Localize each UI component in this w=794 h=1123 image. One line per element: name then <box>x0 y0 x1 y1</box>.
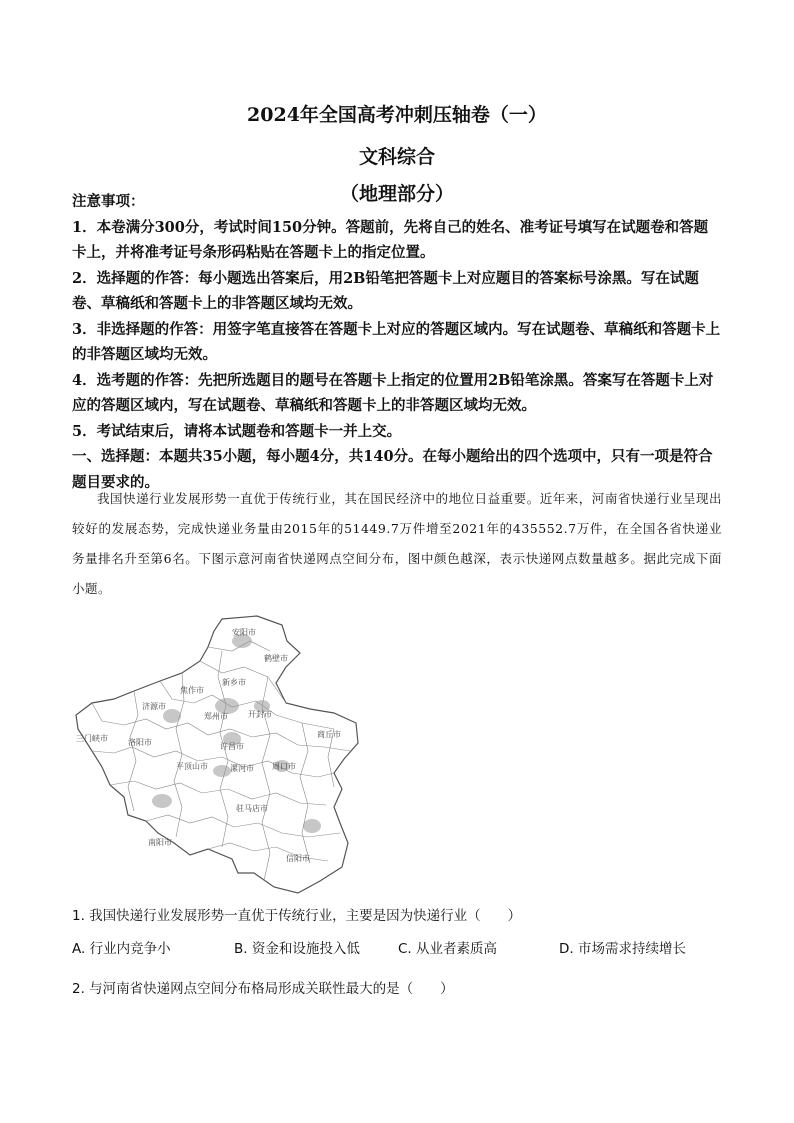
city-label: 平顶山市 <box>176 762 208 771</box>
option-c[interactable]: C. 从业者素质高 <box>398 941 498 957</box>
city-label: 三门峡市 <box>76 734 108 743</box>
city-label: 济源市 <box>142 702 166 711</box>
instructions <box>72 189 722 495</box>
instruction-item: 2．选择题的作答：每小题选出答案后，用2B铅笔把答题卡上对应题目的答案标号涂黑。写在试题卷、草稿纸和答题卡上的非答题区域均无效。 <box>72 269 699 312</box>
instructions-heading: 注意事项： <box>72 193 145 210</box>
city-label: 漯河市 <box>230 764 254 773</box>
city-label: 周口市 <box>272 762 296 771</box>
exam-subject: 文科综合 <box>358 146 435 168</box>
option-b[interactable]: B. 资金和设施投入低 <box>234 941 360 957</box>
question-1-options <box>72 937 722 957</box>
city-label: 商丘市 <box>317 730 341 739</box>
city-label: 焦作市 <box>180 686 204 695</box>
city-label: 新乡市 <box>222 678 246 687</box>
exam-part: （地理部分） <box>339 183 454 205</box>
instruction-item: 4．选考题的作答：先把所选题目的题号在答题卡上指定的位置用2B铅笔涂黑。答案写在答题卡上对应的答题区域内，写在试题卷、草稿纸和答题卡上的非答题区域均无效。 <box>72 371 714 414</box>
henan-courier-map <box>72 611 362 896</box>
city-label: 洛阳市 <box>128 738 152 747</box>
exam-title: 2024年全国高考冲刺压轴卷（一） <box>247 104 547 126</box>
instruction-item: 3．非选择题的作答：用签字笔直接答在答题卡上对应的答题区域内。写在试题卷、草稿纸和答题卡上的非答题区域均无效。 <box>72 320 721 363</box>
instruction-item: 5．考试结束后，请将本试题卷和答题卡一并上交。 <box>72 422 402 440</box>
city-label: 许昌市 <box>220 742 244 751</box>
reading-material <box>72 484 722 604</box>
question-2-stem: 2. 与河南省快递网点空间分布格局形成关联性最大的是（ ） <box>72 981 454 997</box>
city-label: 南阳市 <box>148 838 172 847</box>
city-label: 鹤壁市 <box>264 654 288 663</box>
city-label: 驻马店市 <box>236 804 268 813</box>
instruction-item: 1．本卷满分300分，考试时间150分钟。答题前，先将自己的姓名、准考证号填写在试题卷和答题卡上，并将准考证号条形码粘贴在答题卡上的指定位置。 <box>72 218 709 261</box>
city-label: 开封市 <box>248 710 272 719</box>
option-d[interactable]: D. 市场需求持续增长 <box>559 941 686 957</box>
province-outline <box>76 616 358 893</box>
question-1-stem: 1. 我国快递行业发展形势一直优于传统行业，主要是因为快递行业（ ） <box>72 908 522 924</box>
section-heading: 一、选择题：本题共35小题，每小题4分，共140分。在每小题给出的四个选项中，只有一项是符合题目要求的。 <box>72 448 713 491</box>
city-label: 郑州市 <box>204 712 228 721</box>
option-a[interactable]: A. 行业内竞争小 <box>72 941 171 957</box>
city-label: 信阳市 <box>286 854 310 863</box>
material-text: 我国快递行业发展形势一直优于传统行业，其在国民经济中的地位日益重要。近年来，河南省快递行业呈现出较好的发展态势，完成快递业务量由2015年的51449.7万件增至2021年的435552.7万件，在全国各省快递业务量排名升至第6名。下图示意河南省快递网点空间分布，图中颜色越深，表示快递网点数量越多。据此完成下面小题。 <box>72 491 722 596</box>
county-boundaries <box>92 641 350 881</box>
city-label: 安阳市 <box>232 628 256 637</box>
